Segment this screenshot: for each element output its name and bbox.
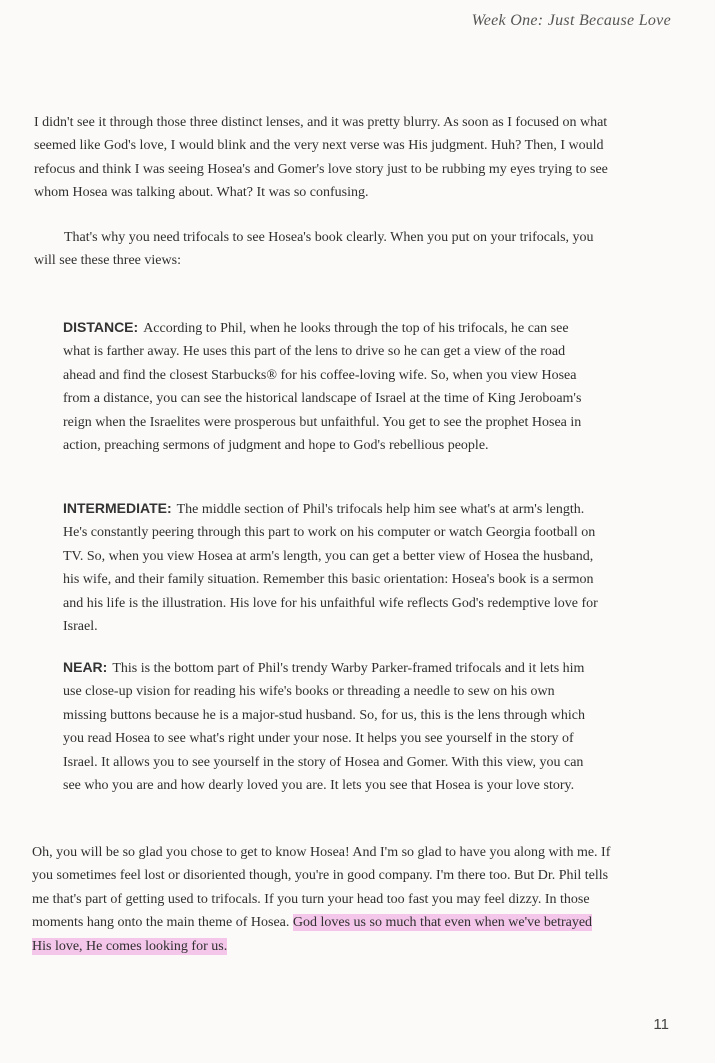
closing-paragraph: [32, 841, 614, 958]
view-term-near: NEAR:: [63, 659, 108, 675]
body-paragraph-2: That's why you need trifocals to see Hosea's book clearly. When you put on your trifocals, you will see these three views:: [34, 230, 594, 269]
view-text-near: This is the bottom part of Phil's trendy Warby Parker-framed trifocals and it lets him use close-up vision for reading his wife's books or threading a needle to sew on his own missing buttons because he is a major-stud husband. So, for us, this is the lens through which you read Hosea to see what's right under your nose. It helps you see yourself in the story of Israel. It allows you to see yourself in the story of Hosea and Gomer. With this view, you can see who you are and how dearly loved you are. It lets you see that Hosea is your love story.: [63, 661, 585, 794]
view-text-distance: According to Phil, when he looks through the top of his trifocals, he can see what is farther away. He uses this part of the lens to drive so he can get a view of the road ahead and find the closest Starbucks® for his coffee-loving wife. So, when you view Hosea from a distance, you can see the historical landscape of Israel at the time of King Jeroboam's reign when the Israelites were prosperous but unfaithful. You get to see the prophet Hosea in action, preaching sermons of judgment and hope to God's rebellious people.: [63, 321, 582, 454]
view-near: [63, 656, 598, 797]
view-intermediate: [63, 497, 598, 638]
view-text-intermediate: The middle section of Phil's trifocals help him see what's at arm's length. He's constantly peering through this part to work on his computer or watch Georgia football on TV. So, when you view Hosea at arm's length, you can get a better view of Hosea the husband, his wife, and their family situation. Remember this basic orientation: Hosea's book is a sermon and his life is the illustration. His love for his unfaithful wife reflects God's redemptive love for Israel.: [63, 502, 598, 635]
closing-text: Oh, you will be so glad you chose to get to know Hosea! And I'm so glad to have you along with me. If you sometimes feel lost or disoriented though, you're in good company. I'm there too. But Dr. Phil tells me that's part of getting used to trifocals. If you turn your head too fast you may feel dizzy. In those moments hang onto the main theme of Hosea.: [32, 845, 611, 931]
view-term-distance: DISTANCE:: [63, 319, 139, 335]
running-head: Week One: Just Because Love: [471, 12, 671, 29]
highlighted-sentence: God loves us so much that even when we've betrayed His love, He comes looking for us.: [32, 915, 593, 954]
view-term-intermediate: INTERMEDIATE:: [63, 500, 172, 516]
page-number: 11: [653, 1016, 669, 1033]
view-distance: [63, 316, 598, 457]
body-paragraph-1: I didn't see it through those three distinct lenses, and it was pretty blurry. As soon as I focused on what seemed like God's love, I would blink and the very next verse was His judgment. Huh? Then, I would refocus and think I was seeing Hosea's and Gomer's love story just to be rubbing my eyes trying to see whom Hosea was talking about. What? It was so confusing.: [34, 115, 608, 201]
